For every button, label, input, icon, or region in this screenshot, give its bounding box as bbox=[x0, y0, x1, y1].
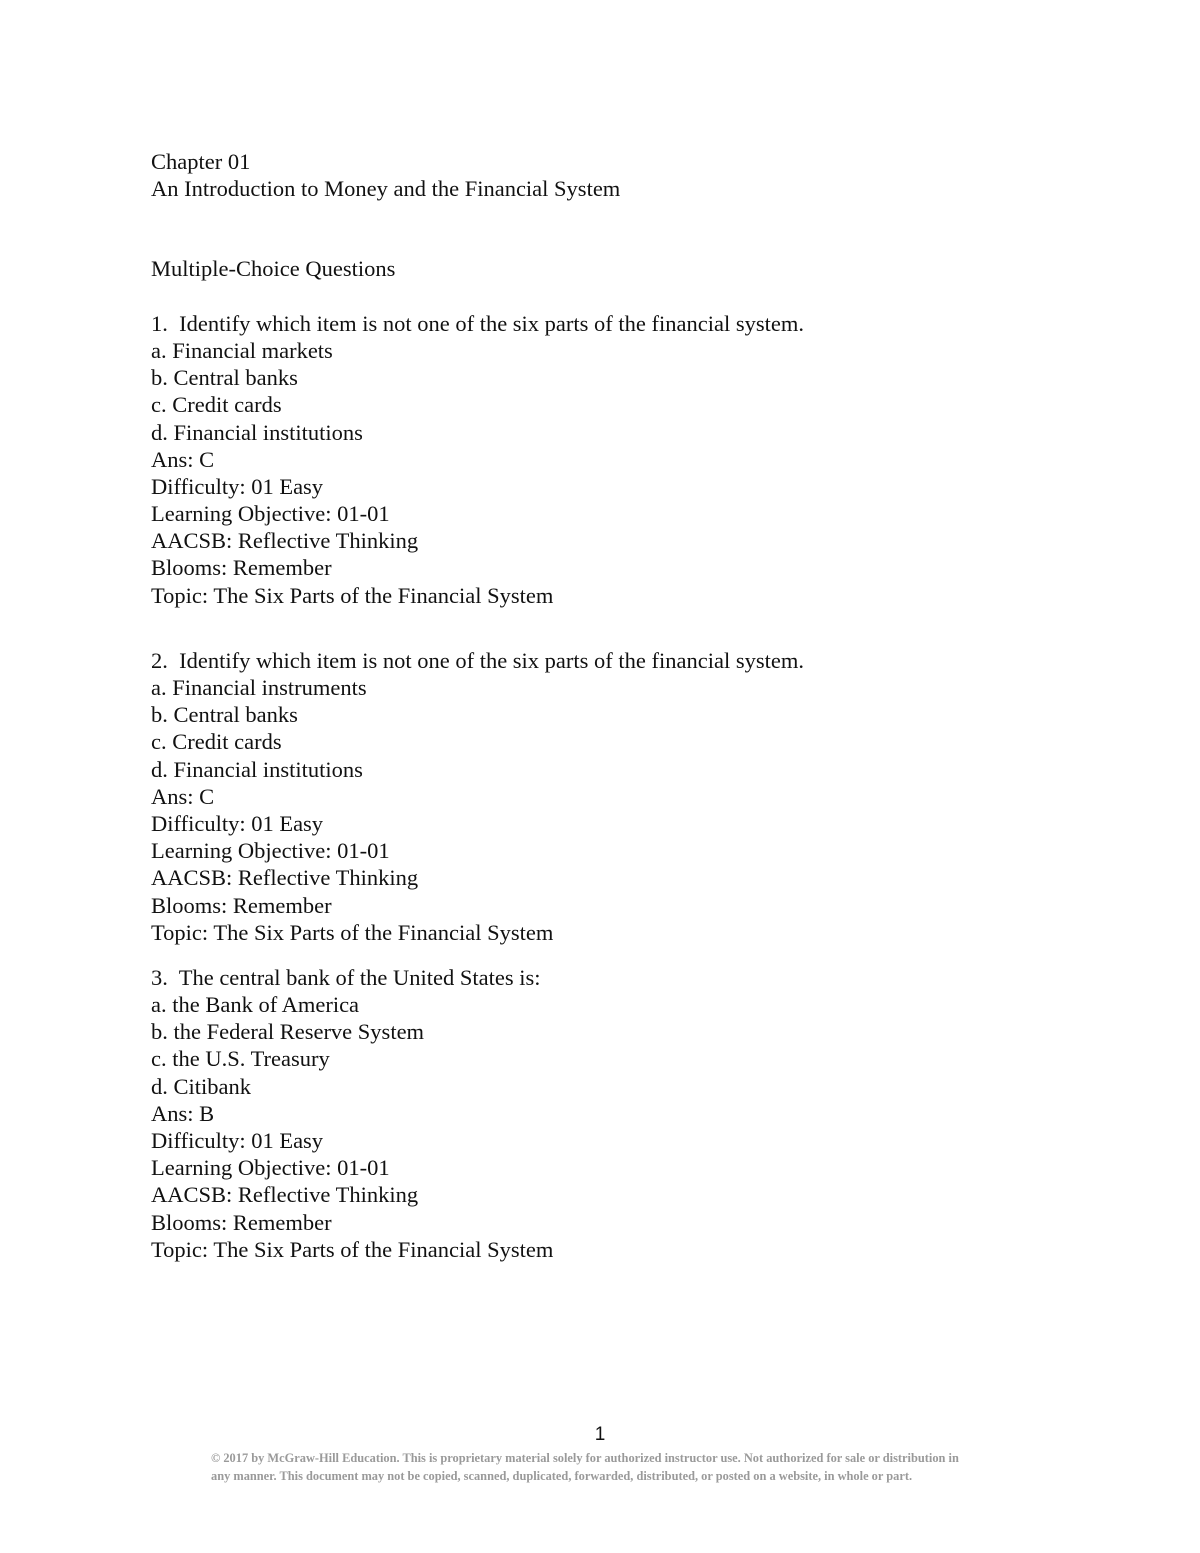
option-c: c. Credit cards bbox=[151, 729, 282, 755]
answer: Ans: C bbox=[151, 446, 215, 472]
answer: Ans: B bbox=[151, 1100, 215, 1126]
option-d: d. Financial institutions bbox=[151, 756, 363, 782]
option-d: d. Citibank bbox=[151, 1073, 251, 1099]
aacsb: AACSB: Reflective Thinking bbox=[151, 528, 419, 554]
option-d: d. Financial institutions bbox=[151, 419, 363, 445]
topic: Topic: The Six Parts of the Financial System bbox=[151, 1236, 554, 1262]
learning-objective: Learning Objective: 01-01 bbox=[151, 838, 390, 864]
topic: Topic: The Six Parts of the Financial System bbox=[151, 582, 554, 608]
question-3 bbox=[151, 964, 1051, 1263]
question-stem: 1. Identify which item is not one of the six parts of the financial system. bbox=[151, 310, 804, 336]
chapter-title: An Introduction to Money and the Financial System bbox=[151, 176, 621, 202]
option-a: a. the Bank of America bbox=[151, 992, 360, 1018]
difficulty: Difficulty: 01 Easy bbox=[151, 1128, 324, 1153]
document-body bbox=[151, 148, 1051, 1263]
answer: Ans: C bbox=[151, 783, 215, 809]
aacsb: AACSB: Reflective Thinking bbox=[151, 1182, 419, 1208]
question-stem: 3. The central bank of the United States is: bbox=[151, 964, 541, 990]
option-c: c. the U.S. Treasury bbox=[151, 1046, 330, 1072]
copyright-footer bbox=[211, 1449, 1071, 1485]
option-a: a. Financial markets bbox=[151, 337, 333, 363]
copyright-line-2: any manner. This document may not be copied, scanned, duplicated, forwarded, distributed, or posted on a website, in whole or part. bbox=[211, 1469, 913, 1483]
option-b: b. the Federal Reserve System bbox=[151, 1019, 425, 1045]
chapter-label: Chapter 01 bbox=[151, 149, 251, 174]
question-2 bbox=[151, 647, 1051, 946]
learning-objective: Learning Objective: 01-01 bbox=[151, 501, 390, 527]
learning-objective: Learning Objective: 01-01 bbox=[151, 1155, 390, 1181]
aacsb: AACSB: Reflective Thinking bbox=[151, 865, 419, 891]
question-stem: 2. Identify which item is not one of the six parts of the financial system. bbox=[151, 647, 804, 673]
topic: Topic: The Six Parts of the Financial System bbox=[151, 919, 554, 945]
difficulty: Difficulty: 01 Easy bbox=[151, 473, 324, 499]
page-number: 1 bbox=[594, 1424, 606, 1445]
difficulty: Difficulty: 01 Easy bbox=[151, 810, 324, 836]
blooms: Blooms: Remember bbox=[151, 555, 332, 581]
option-a: a. Financial instruments bbox=[151, 675, 367, 700]
option-c: c. Credit cards bbox=[151, 392, 282, 418]
question-1 bbox=[151, 310, 1051, 609]
blooms: Blooms: Remember bbox=[151, 1209, 332, 1235]
copyright-line-1: © 2017 by McGraw-Hill Education. This is proprietary material solely for authorized instructor use. Not authorized for sale or distribution in bbox=[211, 1451, 959, 1465]
option-b: b. Central banks bbox=[151, 365, 298, 391]
section-heading: Multiple-Choice Questions bbox=[151, 256, 396, 282]
blooms: Blooms: Remember bbox=[151, 892, 332, 918]
option-b: b. Central banks bbox=[151, 702, 298, 728]
